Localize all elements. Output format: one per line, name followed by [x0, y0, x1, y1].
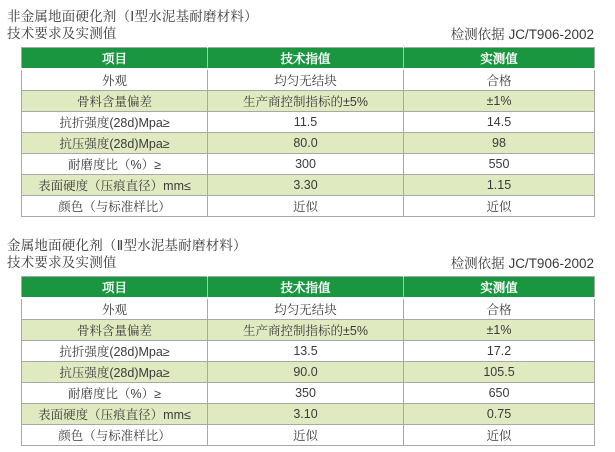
- col-header-measured: 实测值: [404, 48, 595, 70]
- col-header-spec: 技术指值: [208, 277, 404, 299]
- table-cell: 骨料含量偏差: [22, 320, 208, 341]
- table-cell: 近似: [404, 425, 595, 446]
- table-row: [22, 298, 595, 320]
- table-cell: 颜色（与标准样比）: [22, 196, 208, 217]
- subtitle-row: [7, 25, 594, 42]
- table-cell: 均匀无结块: [208, 298, 404, 320]
- table-row: [22, 362, 595, 383]
- table-cell: 近似: [404, 196, 595, 217]
- table-cell: 合格: [404, 69, 595, 91]
- table-cell: 生产商控制指标的±5%: [208, 91, 404, 112]
- table-cell: 抗压强度(28d)Mpa≥: [22, 362, 208, 383]
- table-row: [22, 69, 595, 91]
- table-cell: 13.5: [208, 341, 404, 362]
- table-cell: 抗压强度(28d)Mpa≥: [22, 133, 208, 154]
- table-row: [22, 112, 595, 133]
- table-cell: 外观: [22, 69, 208, 91]
- table-cell: 550: [404, 154, 595, 175]
- table-cell: 抗折强度(28d)Mpa≥: [22, 341, 208, 362]
- table-cell: 均匀无结块: [208, 69, 404, 91]
- table-cell: 耐磨度比（%）≥: [22, 383, 208, 404]
- table-cell: 1.15: [404, 175, 595, 196]
- table-cell: 合格: [404, 298, 595, 320]
- table-row: [22, 425, 595, 446]
- col-header-item: 项目: [22, 277, 208, 299]
- table-cell: 300: [208, 154, 404, 175]
- table-cell: ±1%: [404, 91, 595, 112]
- table-row: [22, 341, 595, 362]
- table-row: [22, 383, 595, 404]
- section-type2: [7, 237, 594, 446]
- spec-table-type1: [21, 47, 595, 217]
- table-row: [22, 91, 595, 112]
- table-cell: 外观: [22, 298, 208, 320]
- table-header-row: [22, 48, 595, 70]
- table-row: [22, 320, 595, 341]
- table-cell: 3.10: [208, 404, 404, 425]
- table-cell: ±1%: [404, 320, 595, 341]
- section-title-line1: 金属地面硬化剂（Ⅱ型水泥基耐磨材料）: [7, 238, 247, 253]
- table-cell: 抗折强度(28d)Mpa≥: [22, 112, 208, 133]
- table-cell: 近似: [208, 196, 404, 217]
- table-cell: 90.0: [208, 362, 404, 383]
- table-row: [22, 154, 595, 175]
- table-row: [22, 133, 595, 154]
- table-cell: 98: [404, 133, 595, 154]
- section-title-line2: 技术要求及实测值: [7, 255, 117, 270]
- table-cell: 17.2: [404, 341, 595, 362]
- test-basis: 检测依据 JC/T906-2002: [450, 256, 594, 271]
- section-title-line2: 技术要求及实测值: [7, 26, 117, 41]
- table-cell: 耐磨度比（%）≥: [22, 154, 208, 175]
- table-cell: 近似: [208, 425, 404, 446]
- col-header-measured: 实测值: [404, 277, 595, 299]
- table-cell: 表面硬度（压痕直径）mm≤: [22, 175, 208, 196]
- table-cell: 105.5: [404, 362, 595, 383]
- table-cell: 颜色（与标准样比）: [22, 425, 208, 446]
- table-cell: 80.0: [208, 133, 404, 154]
- table-row: [22, 404, 595, 425]
- subtitle-row: [7, 254, 594, 271]
- table-cell: 0.75: [404, 404, 595, 425]
- table-header-row: [22, 277, 595, 299]
- table-cell: 生产商控制指标的±5%: [208, 320, 404, 341]
- table-cell: 650: [404, 383, 595, 404]
- test-basis: 检测依据 JC/T906-2002: [450, 27, 594, 42]
- table-cell: 11.5: [208, 112, 404, 133]
- table-cell: 3.30: [208, 175, 404, 196]
- spec-table-type2: [21, 276, 595, 446]
- table-row: [22, 196, 595, 217]
- table-cell: 骨料含量偏差: [22, 91, 208, 112]
- table-cell: 14.5: [404, 112, 595, 133]
- col-header-item: 项目: [22, 48, 208, 70]
- table-cell: 表面硬度（压痕直径）mm≤: [22, 404, 208, 425]
- table-row: [22, 175, 595, 196]
- table-cell: 350: [208, 383, 404, 404]
- section-title-line1: 非金属地面硬化剂（Ⅰ型水泥基耐磨材料）: [7, 9, 258, 24]
- col-header-spec: 技术指值: [208, 48, 404, 70]
- section-type1: [7, 8, 594, 217]
